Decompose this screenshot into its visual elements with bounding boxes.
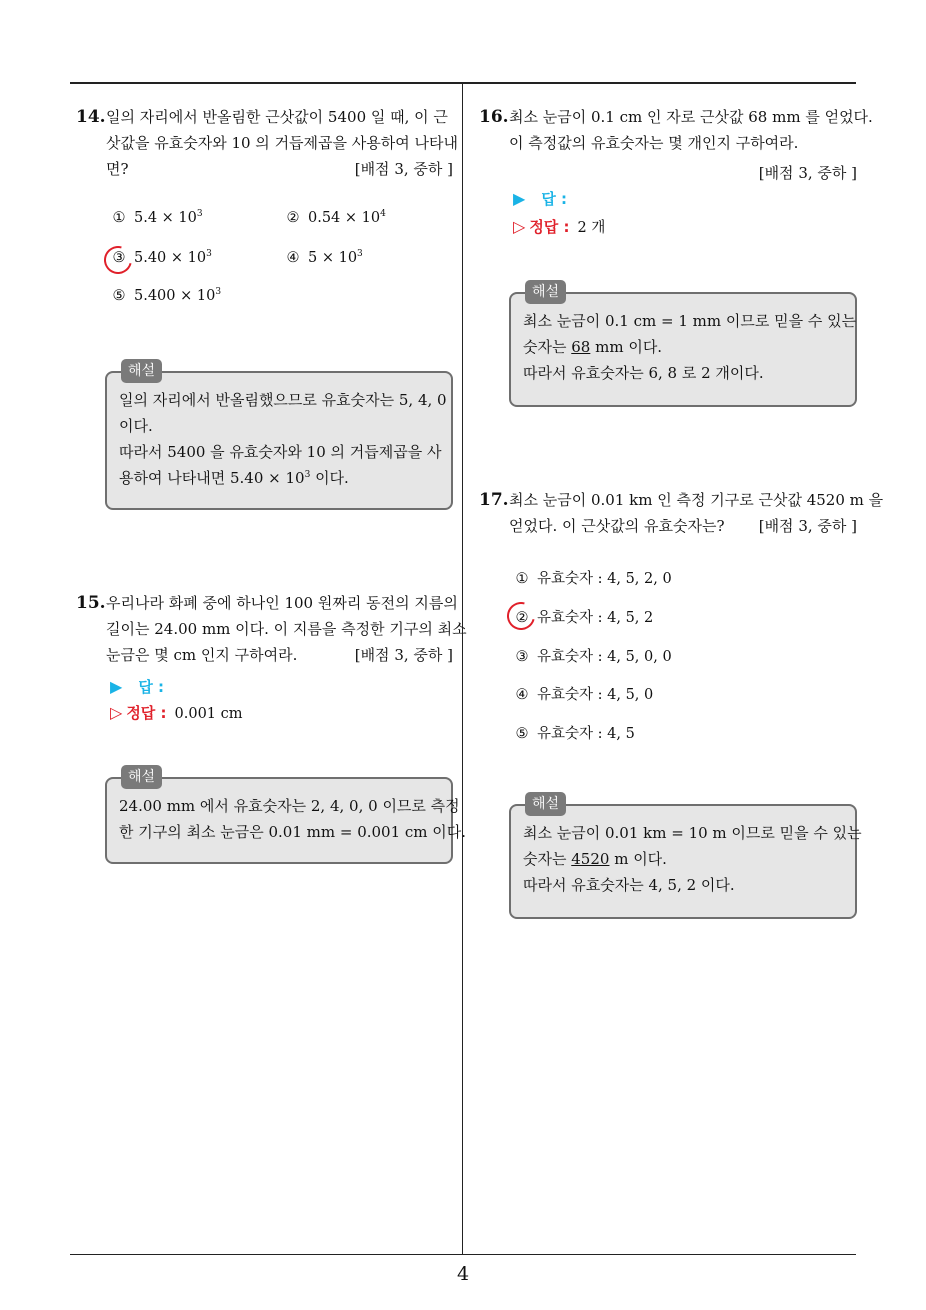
explanation-tag: 해설 <box>525 280 566 304</box>
question-17 <box>479 487 884 539</box>
correct-triangle-icon: ▷ <box>110 703 123 722</box>
top-rule <box>70 82 856 84</box>
correct-answer-row <box>110 702 243 723</box>
score-label: [배점 3, 중하 ] <box>354 160 453 178</box>
choice-2[interactable]: ② 유효숫자 : 4, 5, 2 <box>513 606 653 627</box>
explanation-box <box>105 363 453 510</box>
question-number: 17. <box>479 490 509 510</box>
question-text: 면? <box>106 160 129 178</box>
explanation-tag: 해설 <box>121 359 162 383</box>
question-text: 이 측정값의 유효숫자는 몇 개인지 구하여라. <box>509 134 799 152</box>
explanation-text: 숫자는 4520 m 이다. <box>523 850 667 868</box>
choice-1[interactable]: ① $5.4 \times 10^3$ <box>112 209 203 226</box>
explanation-tag: 해설 <box>121 765 162 789</box>
question-15 <box>76 590 467 668</box>
selected-circle-mark <box>99 241 137 279</box>
answer-input-row[interactable] <box>513 188 567 209</box>
choice-list <box>513 567 853 747</box>
answer-triangle-icon: ▶ <box>110 677 123 696</box>
choice-2[interactable]: ② $0.54 \times 10^4$ <box>286 209 386 226</box>
explanation-box <box>105 769 467 864</box>
answer-triangle-icon: ▶ <box>513 189 526 208</box>
correct-value: 0.001 cm <box>174 706 243 722</box>
explanation-tag: 해설 <box>525 792 566 816</box>
choice-3[interactable]: ③ $5.40 \times 10^3$ <box>110 250 212 266</box>
answer-label: 답 : <box>138 678 165 696</box>
explanation-box <box>509 284 857 407</box>
score-label: [배점 3, 중하 ] <box>354 646 453 664</box>
explanation-box <box>509 796 862 919</box>
question-text: 최소 눈금이 0.01 km 인 측정 기구로 근삿값 4520 m 을 <box>509 491 884 509</box>
explanation-text: 용하여 나타내면 $5.40 \times 10^3$ 이다. <box>119 469 349 487</box>
selected-circle-mark <box>502 597 540 635</box>
choice-4[interactable]: ④ $5 \times 10^3$ <box>286 249 363 266</box>
explanation-text: 24.00 mm 에서 유효숫자는 2, 4, 0, 0 이므로 측정 <box>119 797 460 815</box>
answer-label: 답 : <box>541 190 568 208</box>
explanation-text: 최소 눈금이 0.1 cm = 1 mm 이므로 믿을 수 있는 <box>523 312 857 330</box>
explanation-text: 따라서 유효숫자는 4, 5, 2 이다. <box>523 876 735 894</box>
bottom-rule <box>70 1254 856 1255</box>
question-16 <box>479 104 873 182</box>
correct-label: 정답 : <box>529 218 570 236</box>
explanation-text: 한 기구의 최소 눈금은 0.01 mm = 0.001 cm 이다. <box>119 823 467 841</box>
question-text: 얻었다. 이 근삿값의 유효숫자는? <box>509 517 725 535</box>
correct-label: 정답 : <box>126 704 167 722</box>
answer-input-row[interactable] <box>110 676 164 697</box>
explanation-text: 이다. <box>119 417 153 435</box>
question-text: 눈금은 몇 cm 인지 구하여라. <box>106 646 298 664</box>
explanation-text: 일의 자리에서 반올림했으므로 유효숫자는 5, 4, 0 <box>119 391 447 409</box>
explanation-text: 최소 눈금이 0.01 km = 10 m 이므로 믿을 수 있는 <box>523 824 862 842</box>
explanation-text: 따라서 5400 을 유효숫자와 10 의 거듭제곱을 사 <box>119 443 442 461</box>
question-number: 16. <box>479 107 509 127</box>
choice-list <box>110 210 450 320</box>
score-label: [배점 3, 중하 ] <box>758 164 857 182</box>
page-number: 4 <box>456 1263 470 1285</box>
question-text: 삿값을 유효숫자와 10 의 거듭제곱을 사용하여 나타내 <box>106 134 458 152</box>
explanation-text: 숫자는 68 mm 이다. <box>523 338 663 356</box>
question-text: 최소 눈금이 0.1 cm 인 자로 근삿값 68 mm 를 얻었다. <box>509 108 873 126</box>
column-divider <box>462 82 463 1254</box>
question-14 <box>76 104 458 182</box>
correct-answer-row <box>513 216 605 237</box>
explanation-text: 따라서 유효숫자는 6, 8 로 2 개이다. <box>523 364 764 382</box>
question-text: 길이는 24.00 mm 이다. 이 지름을 측정한 기구의 최소 <box>106 620 467 638</box>
choice-1[interactable]: ① 유효숫자 : 4, 5, 2, 0 <box>515 571 672 587</box>
score-label: [배점 3, 중하 ] <box>758 517 857 535</box>
correct-value: 2 개 <box>577 220 606 236</box>
choice-3[interactable]: ③ 유효숫자 : 4, 5, 0, 0 <box>515 649 672 665</box>
choice-5[interactable]: ⑤ $5.400 \times 10^3$ <box>112 287 222 304</box>
question-text: 일의 자리에서 반올림한 근삿값이 5400 일 때, 이 근 <box>106 108 448 126</box>
question-number: 15. <box>76 593 106 613</box>
choice-5[interactable]: ⑤ 유효숫자 : 4, 5 <box>515 726 635 742</box>
question-text: 우리나라 화폐 중에 하나인 100 원짜리 동전의 지름의 <box>106 594 458 612</box>
correct-triangle-icon: ▷ <box>513 217 526 236</box>
question-number: 14. <box>76 107 106 127</box>
choice-4[interactable]: ④ 유효숫자 : 4, 5, 0 <box>515 687 654 703</box>
